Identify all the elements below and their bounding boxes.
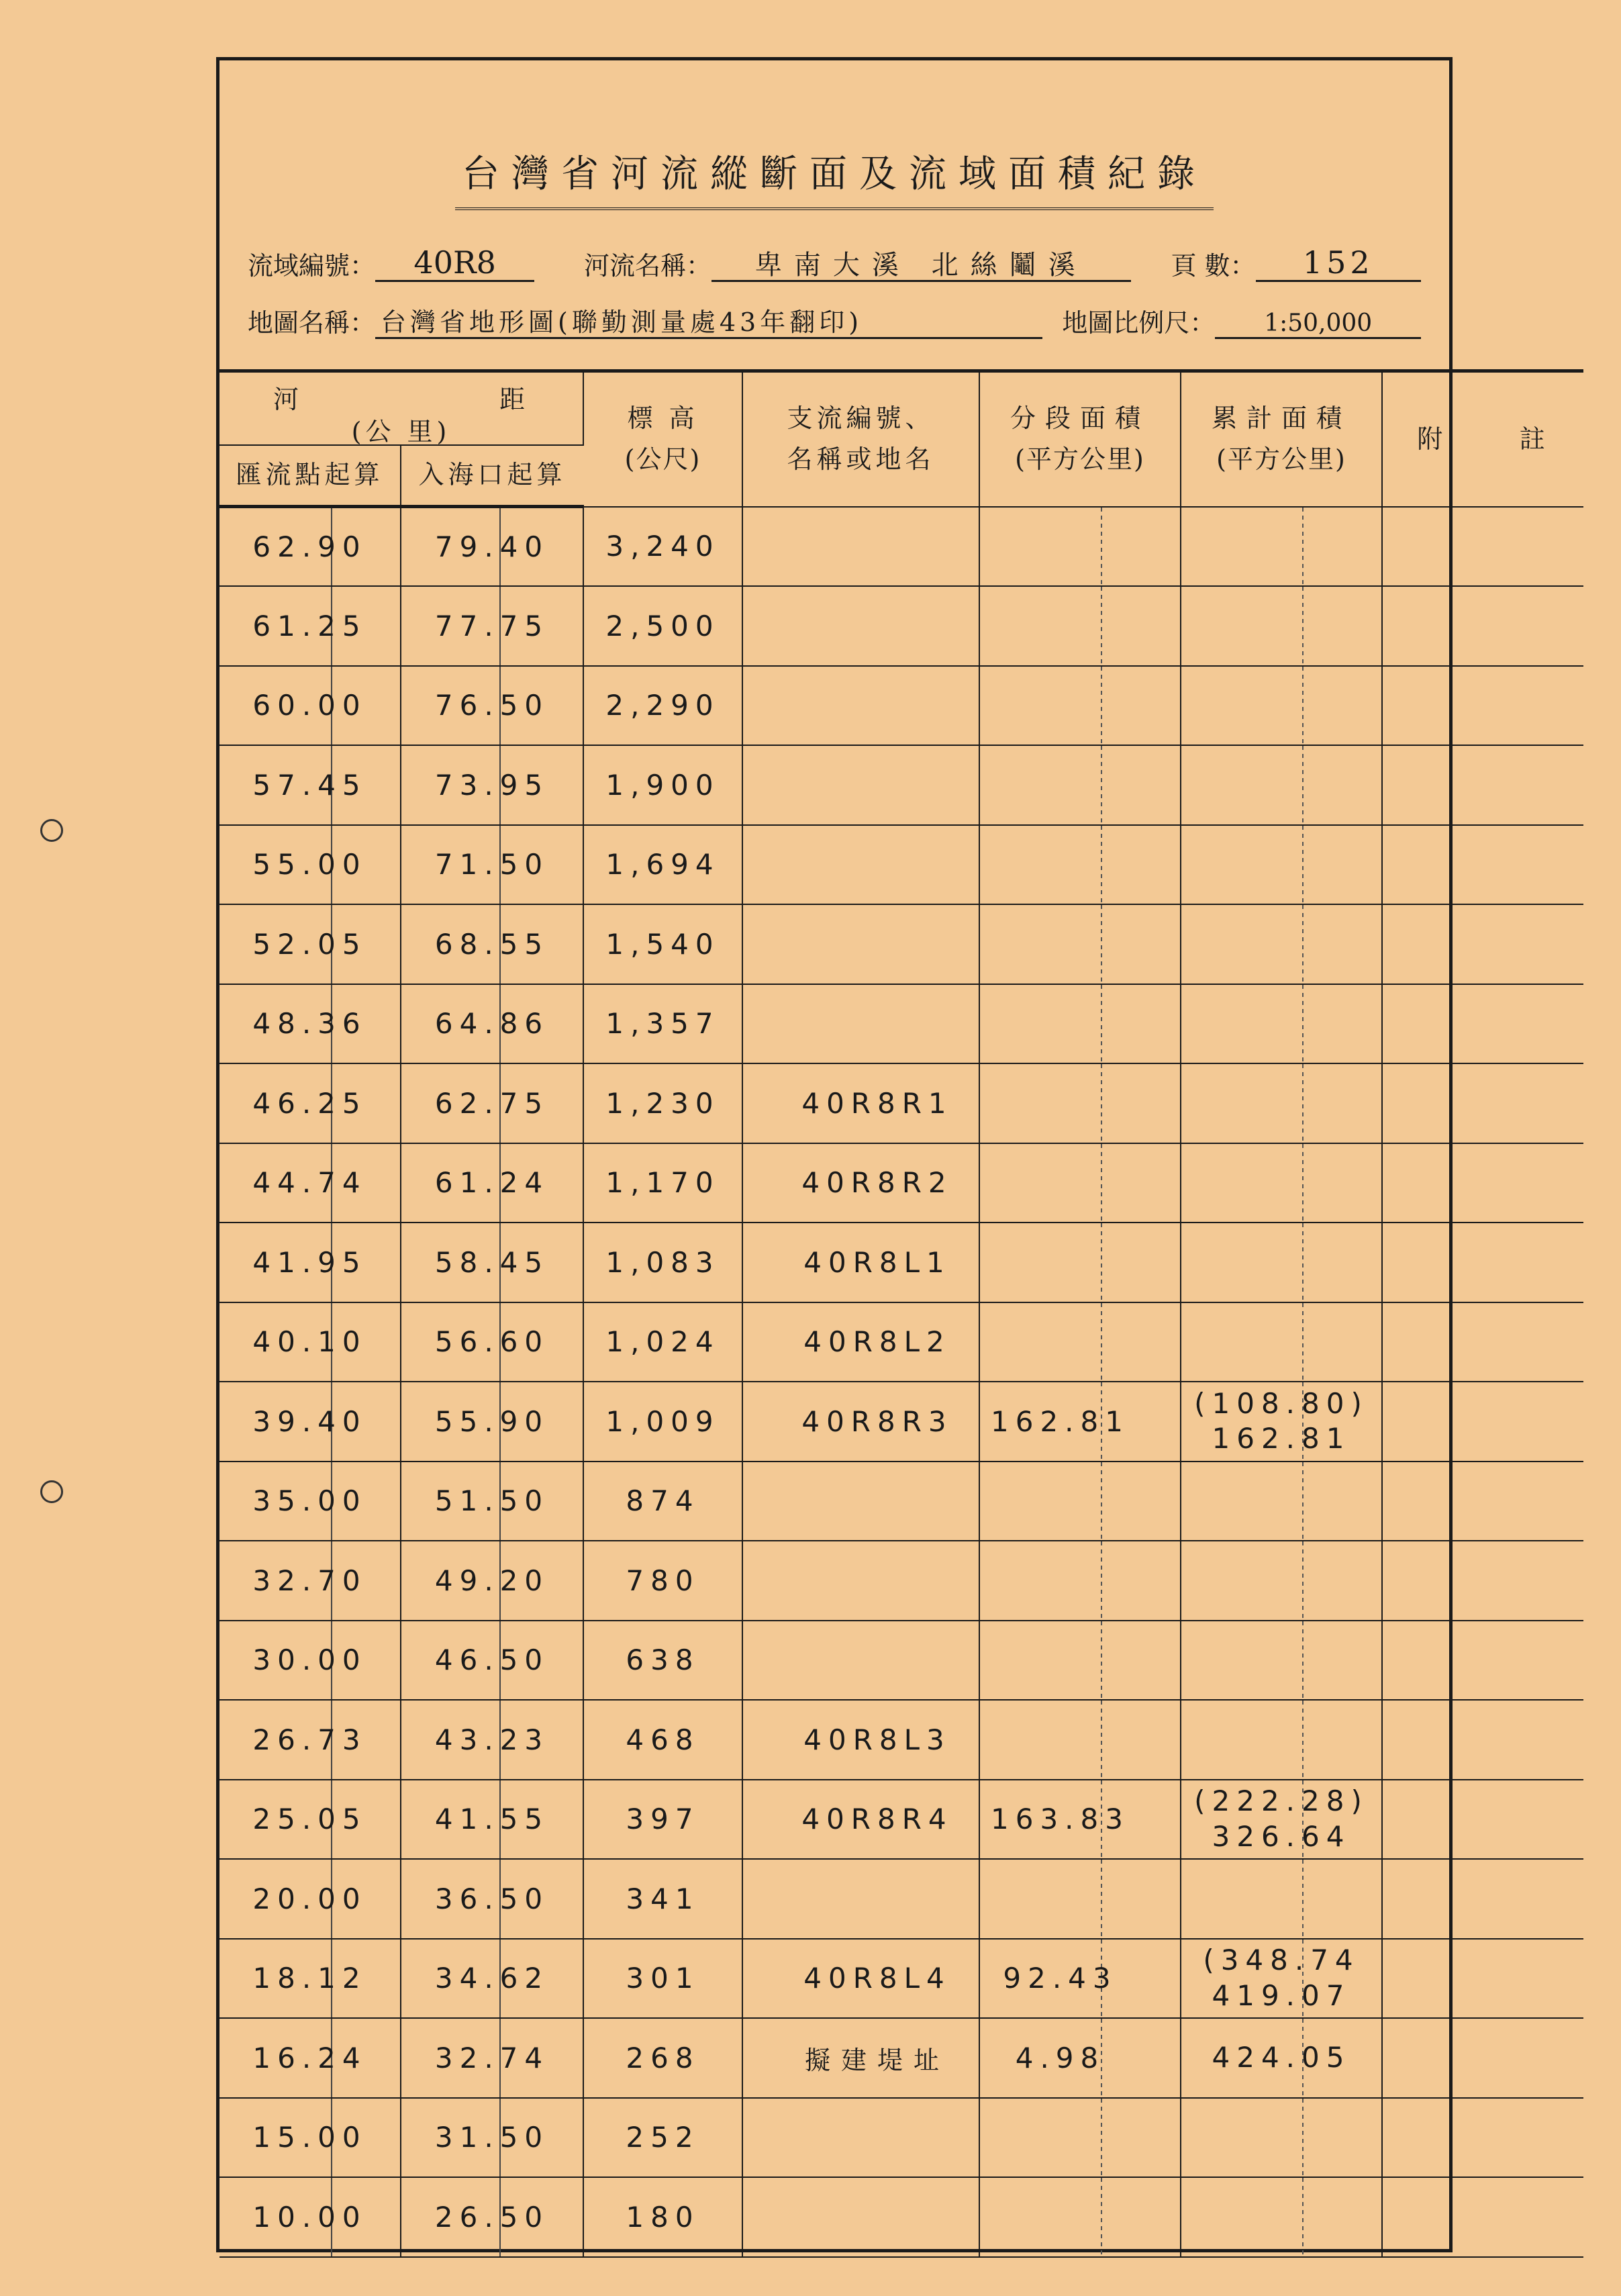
scale-label: 地圖比例尺： bbox=[1062, 308, 1216, 338]
segment-area-cell bbox=[979, 1223, 1181, 1302]
from-confluence-cell: 30.00 bbox=[219, 1621, 401, 1701]
river-distance-header: 河 距 (公 里) bbox=[219, 371, 583, 445]
tributary-cell bbox=[742, 2177, 979, 2257]
table-row bbox=[219, 1063, 1583, 1143]
from-mouth-cell: 79.40 bbox=[401, 507, 583, 587]
segment-area-header: 分段面積 (平方公里) bbox=[979, 371, 1181, 507]
page-value: 152 bbox=[1256, 246, 1421, 282]
segment-area-cell bbox=[979, 984, 1181, 1064]
tributary-cell bbox=[742, 745, 979, 825]
table-row bbox=[219, 2177, 1583, 2257]
river-name-value: 卑南大溪 北絲鬮溪 bbox=[711, 250, 1130, 282]
segment-area-cell: 4.98 bbox=[979, 2018, 1181, 2098]
cumulative-area-value: 162.81 bbox=[1212, 1422, 1351, 1455]
segment-area-cell bbox=[979, 1541, 1181, 1621]
remarks-cell bbox=[1382, 1780, 1583, 1860]
scale-value: 1:50,000 bbox=[1215, 310, 1421, 339]
tributary-cell: 40R8R4 bbox=[742, 1780, 979, 1860]
cumulative-area-cell bbox=[1181, 586, 1382, 666]
table-row bbox=[219, 586, 1583, 666]
cumulative-area-cell bbox=[1181, 1063, 1382, 1143]
segment-area-cell bbox=[979, 2177, 1181, 2257]
tributary-cell bbox=[742, 825, 979, 905]
elevation-header: 標 高 (公尺) bbox=[583, 371, 742, 507]
basin-no-label: 流域編號： bbox=[248, 251, 376, 281]
elevation-cell: 2,290 bbox=[583, 666, 742, 746]
from-confluence-cell: 60.00 bbox=[219, 666, 401, 746]
tributary-cell: 40R8L4 bbox=[742, 1939, 979, 2019]
cumulative-area-cell bbox=[1181, 1302, 1382, 1382]
cumulative-area-value: 424.05 bbox=[1212, 2041, 1351, 2074]
remarks-cell bbox=[1382, 1223, 1583, 1302]
from-mouth-cell: 51.50 bbox=[401, 1462, 583, 1541]
remarks-cell bbox=[1382, 1302, 1583, 1382]
segment-area-cell bbox=[979, 904, 1181, 984]
elevation-cell: 397 bbox=[583, 1780, 742, 1860]
from-mouth-cell: 43.23 bbox=[401, 1700, 583, 1780]
cumulative-area-cell bbox=[1181, 1541, 1382, 1621]
table-row bbox=[219, 1462, 1583, 1541]
basin-no-value: 40R8 bbox=[375, 246, 534, 282]
from-mouth-cell: 41.55 bbox=[401, 1780, 583, 1860]
segment-area-cell: 92.43 bbox=[979, 1939, 1181, 2019]
segment-area-cell bbox=[979, 1462, 1181, 1541]
cumulative-area-cell bbox=[1181, 1621, 1382, 1701]
cumulative-area-cell bbox=[1181, 1939, 1382, 2019]
map-name-value: 台灣省地形圖(聯勤測量處43年翻印) bbox=[375, 309, 1042, 339]
from-confluence-cell: 40.10 bbox=[219, 1302, 401, 1382]
elevation-cell: 1,694 bbox=[583, 825, 742, 905]
from-mouth-cell: 46.50 bbox=[401, 1621, 583, 1701]
tributary-cell: 40R8L2 bbox=[742, 1302, 979, 1382]
table-row bbox=[219, 1143, 1583, 1223]
from-confluence-cell: 15.00 bbox=[219, 2098, 401, 2178]
meta-row-basin bbox=[248, 245, 1421, 282]
elevation-cell: 874 bbox=[583, 1462, 742, 1541]
elevation-cell: 3,240 bbox=[583, 507, 742, 587]
segment-area-cell bbox=[979, 1859, 1181, 1939]
segment-area-cell bbox=[979, 666, 1181, 746]
table-row bbox=[219, 1541, 1583, 1621]
segment-area-cell bbox=[979, 507, 1181, 587]
cumulative-area-cell bbox=[1181, 666, 1382, 746]
from-confluence-cell: 52.05 bbox=[219, 904, 401, 984]
from-mouth-cell: 61.24 bbox=[401, 1143, 583, 1223]
table-row bbox=[219, 1859, 1583, 1939]
cumulative-area-cell bbox=[1181, 1143, 1382, 1223]
segment-area-cell: 163.83 bbox=[979, 1780, 1181, 1860]
form-title: 台灣省河流縱斷面及流域面積紀錄 bbox=[219, 144, 1449, 210]
from-mouth-cell: 26.50 bbox=[401, 2177, 583, 2257]
punch-hole bbox=[40, 819, 63, 842]
tributary-cell: 40R8R3 bbox=[742, 1382, 979, 1462]
from-confluence-cell: 55.00 bbox=[219, 825, 401, 905]
from-confluence-cell: 25.05 bbox=[219, 1780, 401, 1860]
remarks-cell bbox=[1382, 2098, 1583, 2178]
from-confluence-cell: 41.95 bbox=[219, 1223, 401, 1302]
segment-area-cell bbox=[979, 745, 1181, 825]
table-row bbox=[219, 825, 1583, 905]
from-confluence-cell: 32.70 bbox=[219, 1541, 401, 1621]
cumulative-area-cell bbox=[1181, 1859, 1382, 1939]
from-mouth-cell: 76.50 bbox=[401, 666, 583, 746]
elevation-cell: 1,230 bbox=[583, 1063, 742, 1143]
remarks-cell bbox=[1382, 2177, 1583, 2257]
cumulative-area-cell bbox=[1181, 2018, 1382, 2098]
elevation-cell: 1,083 bbox=[583, 1223, 742, 1302]
from-mouth-cell: 71.50 bbox=[401, 825, 583, 905]
remarks-cell bbox=[1382, 1621, 1583, 1701]
tributary-cell: 40R8L1 bbox=[742, 1223, 979, 1302]
cumulative-area-cell bbox=[1181, 2098, 1382, 2178]
from-confluence-cell: 57.45 bbox=[219, 745, 401, 825]
remarks-cell bbox=[1382, 2018, 1583, 2098]
tributary-cell: 擬建堤址 bbox=[742, 2018, 979, 2098]
from-mouth-cell: 34.62 bbox=[401, 1939, 583, 2019]
river-name-label: 河流名稱： bbox=[584, 251, 712, 281]
segment-area-cell bbox=[979, 2098, 1181, 2178]
tributary-cell bbox=[742, 904, 979, 984]
remarks-cell bbox=[1382, 507, 1583, 587]
from-confluence-cell: 10.00 bbox=[219, 2177, 401, 2257]
tributary-header: 支流編號、 名稱或地名 bbox=[742, 371, 979, 507]
remarks-cell bbox=[1382, 984, 1583, 1064]
from-mouth-cell: 64.86 bbox=[401, 984, 583, 1064]
table-row bbox=[219, 904, 1583, 984]
tributary-cell: 40R8R1 bbox=[742, 1063, 979, 1143]
elevation-cell: 180 bbox=[583, 2177, 742, 2257]
remarks-cell bbox=[1382, 1700, 1583, 1780]
tributary-cell bbox=[742, 1541, 979, 1621]
segment-area-cell bbox=[979, 825, 1181, 905]
elevation-cell: 638 bbox=[583, 1621, 742, 1701]
segment-area-cell bbox=[979, 1143, 1181, 1223]
table-row bbox=[219, 1700, 1583, 1780]
cumulative-area-cell bbox=[1181, 904, 1382, 984]
from-mouth-cell: 31.50 bbox=[401, 2098, 583, 2178]
cumulative-area-value: (222.28) bbox=[1194, 1784, 1369, 1818]
cumulative-area-cell bbox=[1181, 745, 1382, 825]
table-row bbox=[219, 666, 1583, 746]
elevation-cell: 252 bbox=[583, 2098, 742, 2178]
from-mouth-cell: 32.74 bbox=[401, 2018, 583, 2098]
segment-area-cell bbox=[979, 1700, 1181, 1780]
tributary-cell bbox=[742, 1462, 979, 1541]
elevation-cell: 468 bbox=[583, 1700, 742, 1780]
table-row bbox=[219, 745, 1583, 825]
elevation-cell: 341 bbox=[583, 1859, 742, 1939]
elevation-cell: 1,540 bbox=[583, 904, 742, 984]
meta-row-map bbox=[248, 302, 1421, 339]
cumulative-area-cell bbox=[1181, 2177, 1382, 2257]
tributary-cell: 40R8L3 bbox=[742, 1700, 979, 1780]
page-label: 頁 數： bbox=[1171, 251, 1256, 281]
cumulative-area-cell bbox=[1181, 825, 1382, 905]
remarks-cell bbox=[1382, 1462, 1583, 1541]
remarks-cell bbox=[1382, 666, 1583, 746]
cumulative-area-cell bbox=[1181, 1780, 1382, 1860]
from-confluence-cell: 26.73 bbox=[219, 1700, 401, 1780]
elevation-cell: 301 bbox=[583, 1939, 742, 2019]
elevation-cell: 1,170 bbox=[583, 1143, 742, 1223]
from-confluence-cell: 44.74 bbox=[219, 1143, 401, 1223]
from-mouth-cell: 58.45 bbox=[401, 1223, 583, 1302]
from-confluence-cell: 48.36 bbox=[219, 984, 401, 1064]
segment-area-cell: 162.81 bbox=[979, 1382, 1181, 1462]
from-confluence-cell: 35.00 bbox=[219, 1462, 401, 1541]
tributary-cell bbox=[742, 2098, 979, 2178]
cumulative-area-header: 累計面積 (平方公里) bbox=[1181, 371, 1382, 507]
from-confluence-header: 匯流點起算 bbox=[219, 445, 401, 507]
elevation-cell: 268 bbox=[583, 2018, 742, 2098]
elevation-cell: 2,500 bbox=[583, 586, 742, 666]
cumulative-area-cell bbox=[1181, 1462, 1382, 1541]
remarks-cell bbox=[1382, 586, 1583, 666]
tributary-cell bbox=[742, 984, 979, 1064]
cumulative-area-value: 326.64 bbox=[1212, 1819, 1351, 1853]
remarks-cell bbox=[1382, 1541, 1583, 1621]
cumulative-area-cell bbox=[1181, 1700, 1382, 1780]
remarks-cell bbox=[1382, 1859, 1583, 1939]
elevation-cell: 1,024 bbox=[583, 1302, 742, 1382]
elevation-cell: 1,009 bbox=[583, 1382, 742, 1462]
from-mouth-cell: 62.75 bbox=[401, 1063, 583, 1143]
from-confluence-cell: 20.00 bbox=[219, 1859, 401, 1939]
from-mouth-cell: 36.50 bbox=[401, 1859, 583, 1939]
table-row bbox=[219, 1302, 1583, 1382]
from-mouth-cell: 77.75 bbox=[401, 586, 583, 666]
from-confluence-cell: 16.24 bbox=[219, 2018, 401, 2098]
table-row bbox=[219, 1621, 1583, 1701]
remarks-header: 附 註 bbox=[1382, 371, 1583, 507]
cumulative-area-value: (108.80) bbox=[1194, 1386, 1369, 1420]
tributary-cell: 40R8R2 bbox=[742, 1143, 979, 1223]
table-row bbox=[219, 2098, 1583, 2178]
remarks-cell bbox=[1382, 825, 1583, 905]
tributary-cell bbox=[742, 1859, 979, 1939]
from-confluence-cell: 46.25 bbox=[219, 1063, 401, 1143]
remarks-cell bbox=[1382, 1063, 1583, 1143]
cumulative-area-value: 419.07 bbox=[1212, 1978, 1351, 2012]
cumulative-area-cell bbox=[1181, 1382, 1382, 1462]
remarks-cell bbox=[1382, 904, 1583, 984]
from-mouth-cell: 56.60 bbox=[401, 1302, 583, 1382]
cumulative-area-cell bbox=[1181, 1223, 1382, 1302]
records-table bbox=[219, 369, 1583, 2258]
tributary-cell bbox=[742, 666, 979, 746]
tributary-cell bbox=[742, 1621, 979, 1701]
table-row bbox=[219, 507, 1583, 587]
from-mouth-header: 入海口起算 bbox=[401, 445, 583, 507]
from-mouth-cell: 55.90 bbox=[401, 1382, 583, 1462]
elevation-cell: 1,900 bbox=[583, 745, 742, 825]
table-row bbox=[219, 2018, 1583, 2098]
segment-area-cell bbox=[979, 1621, 1181, 1701]
tributary-cell bbox=[742, 507, 979, 587]
from-confluence-cell: 18.12 bbox=[219, 1939, 401, 2019]
remarks-cell bbox=[1382, 1143, 1583, 1223]
from-mouth-cell: 68.55 bbox=[401, 904, 583, 984]
segment-area-cell bbox=[979, 586, 1181, 666]
from-confluence-cell: 39.40 bbox=[219, 1382, 401, 1462]
remarks-cell bbox=[1382, 745, 1583, 825]
remarks-cell bbox=[1382, 1939, 1583, 2019]
cumulative-area-cell bbox=[1181, 984, 1382, 1064]
cumulative-area-cell bbox=[1181, 507, 1382, 587]
table-row bbox=[219, 984, 1583, 1064]
elevation-cell: 780 bbox=[583, 1541, 742, 1621]
segment-area-cell bbox=[979, 1063, 1181, 1143]
tributary-cell bbox=[742, 586, 979, 666]
remarks-cell bbox=[1382, 1382, 1583, 1462]
record-form bbox=[216, 57, 1549, 2252]
from-confluence-cell: 62.90 bbox=[219, 507, 401, 587]
from-mouth-cell: 49.20 bbox=[401, 1541, 583, 1621]
table-row bbox=[219, 1382, 1583, 1462]
from-mouth-cell: 73.95 bbox=[401, 745, 583, 825]
cumulative-area-value: (348.74 bbox=[1203, 1944, 1360, 1977]
segment-area-cell bbox=[979, 1302, 1181, 1382]
map-name-label: 地圖名稱： bbox=[248, 308, 376, 338]
table-row bbox=[219, 1223, 1583, 1302]
from-confluence-cell: 61.25 bbox=[219, 586, 401, 666]
punch-hole bbox=[40, 1480, 63, 1503]
table-row bbox=[219, 1780, 1583, 1860]
elevation-cell: 1,357 bbox=[583, 984, 742, 1064]
table-row bbox=[219, 1939, 1583, 2019]
